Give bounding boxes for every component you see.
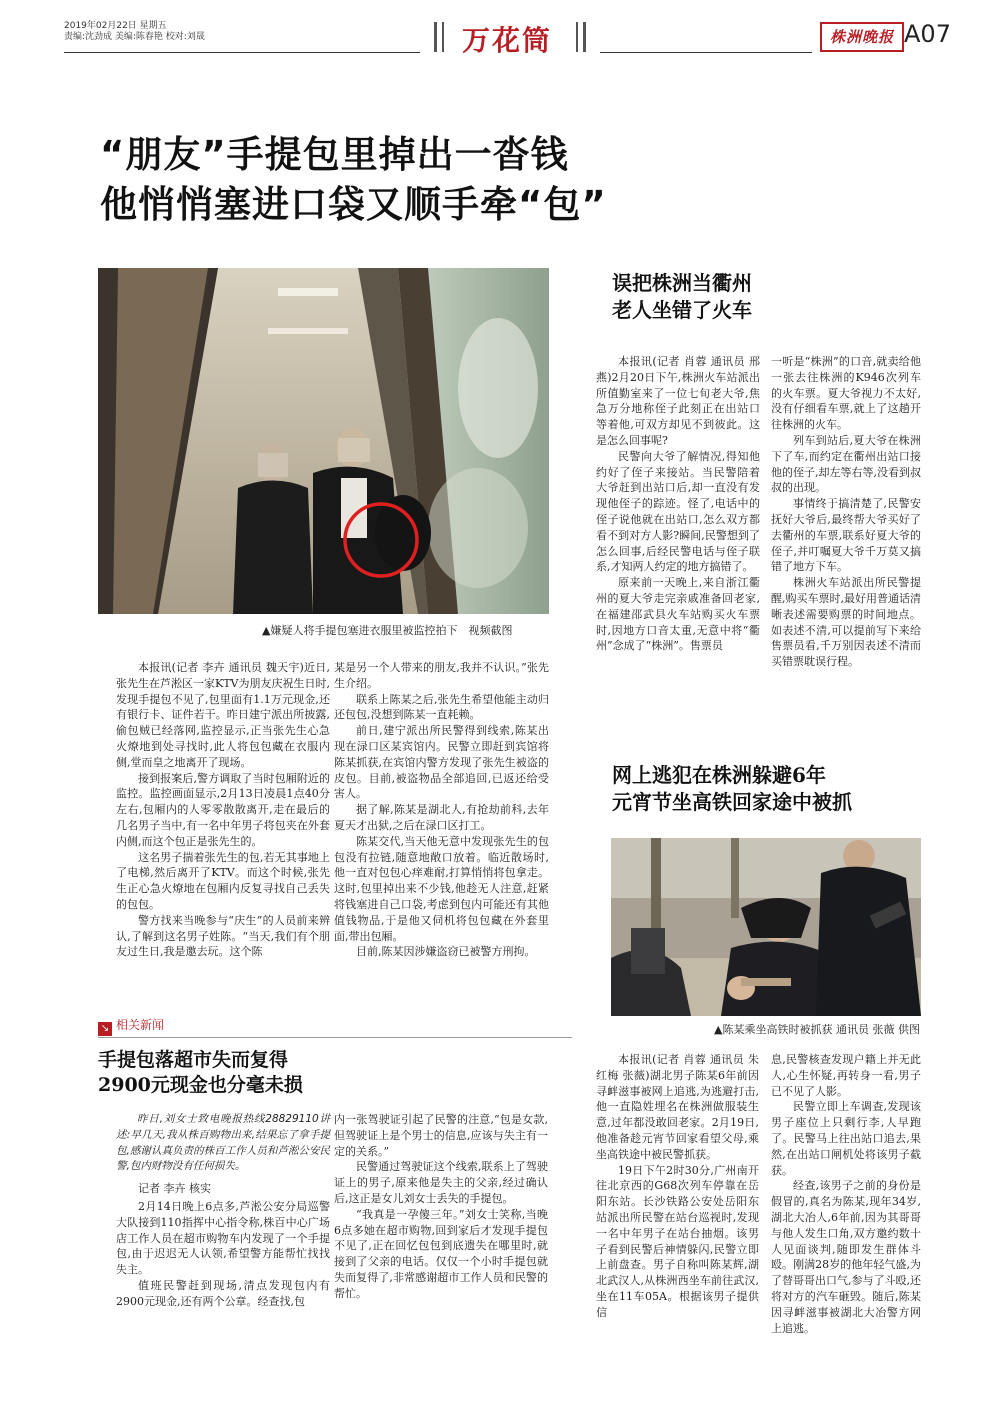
header-bar-4	[583, 22, 586, 52]
paragraph: 民警立即上车调查,发现该男子座位上只剩行李,人早跑了。民警马上往出站口追去,果然,在出站口闸机处将该男子截获。	[771, 1100, 921, 1177]
page-number: A07	[904, 20, 951, 48]
cctv-photo-caption: ▲嫌疑人将手提包塞进衣服里被监控拍下 视频截图	[262, 624, 513, 637]
paragraph: 一听是“株洲”的口音,就卖给他一张去往株洲的K946次列车的火车票。夏大爷视力不太好,没有仔细看车票,就上了这趟开往株洲的火车。	[771, 355, 921, 432]
article2-col2	[771, 354, 921, 670]
paragraph: “我真是一孕傻三年。”刘女士笑称,当晚6点多她在超市购物,回到家后才发现手提包不见了,正在回忆包包到底遗失在哪里时,就接到了父亲的电话。仅仅一个小时手提包就失而复得了,非常感谢超市工作人员和民警的帮忙。	[334, 1207, 548, 1300]
header-bar-1	[434, 22, 437, 52]
related-lead: 昨日,刘女士致电晚报热线28829110讲述:早几天,我从株百购物出来,结果忘了拿手提包,感谢认真负责的株百工作人员和芦淞公安民警,包内财物没有任何损失。	[116, 1113, 330, 1173]
header-meta	[64, 21, 205, 43]
arrest-photo-caption: ▲陈某乘坐高铁时被抓获 通讯员 张薇 供图	[714, 1023, 920, 1036]
page-header	[0, 0, 986, 62]
paragraph: 内一张驾驶证引起了民警的注意,“包是女款,但驾驶证上是个男士的信息,应该与失主有一定的关系。”	[334, 1113, 548, 1158]
paragraph: 这名男子揣着张先生的包,若无其事地上了电梯,然后离开了KTV。而这个时候,张先生正心急火燎地在包厢内反复寻找自己丢失的包包。	[116, 850, 330, 911]
main-headline-line1: “朋友”手提包里掉出一沓钱	[100, 133, 569, 176]
related-news-rule	[98, 1037, 572, 1038]
related-news-label: 相关新闻	[116, 1018, 165, 1032]
paragraph: 息,民警核查发现户籍上并无此人,心生怀疑,再转身一看,男子已不见了人影。	[771, 1053, 921, 1098]
paragraph: 2月14日晚上6点多,芦淞公安分局巡警大队接到110指挥中心指令称,株百中心广场店工作人员在超市购物车内发现了一个手提包,由于迟迟无人认领,希望警方能帮忙找找失主。	[116, 1199, 330, 1277]
paragraph: 民警向大爷了解情况,得知他约好了侄子来接站。当民警陪着大爷赶到出站口后,却一直没有发现他侄子的踪迹。怪了,电话中的侄子说他就在出站口,怎么双方都看不到对方人影?瞬间,民警想到了怎么回事,后经民警电话与侄子联系,才知两人约定的地方搞错了。	[596, 449, 760, 574]
related-headline-line2: 2900元现金也分毫未损	[98, 1074, 303, 1096]
paragraph: 接到报案后,警方调取了当时包厢附近的监控。监控画面显示,2月13日凌晨1点40分左右,包厢内的人零零散散离开,走在最后的几名男子当中,有一名中年男子将包夹在外套内侧,而这个包正是张先生的。	[116, 771, 330, 848]
article3-col2	[771, 1052, 921, 1336]
paragraph: 某是另一个人带来的朋友,我并不认识。”张先生介绍。	[334, 661, 549, 690]
paragraph: 本报讯(记者 肖蓉 通讯员 朱红梅 张薇)湖北男子陈某6年前因寻衅滋事被网上追逃,为逃避打击,他一直隐姓埋名在株洲做服装生意,过年都没敢回老家。2月19日,他准备趁元宵节回家看望父母,乘坐高铁途中被民警抓获。	[596, 1053, 759, 1161]
paragraph: 联系上陈某之后,张先生希望他能主动归还包包,没想到陈某一直耗赖。	[334, 692, 549, 722]
paragraph: 前日,建宁派出所民警得到线索,陈某出现在渌口区某宾馆内。民警立即赶到宾馆将陈某抓获,在宾馆内警方发现了张先生被盗的皮包。目前,被盗物品全部追回,已返还给受害人。	[334, 724, 549, 801]
newspaper-logo: 株洲晚报	[820, 22, 904, 52]
paragraph: 19日下午2时30分,广州南开往北京西的G68次列车停靠在岳阳东站。长沙铁路公安处岳阳东站派出所民警在站台巡视时,发现一名中年男子在站台抽烟。该男子看到民警后神情躲闪,民警立即上前盘查。男子自称叫陈某辉,湖北武汉人,从株洲西坐车前往武汉,坐在11车05A。根据该男子提供信	[596, 1163, 759, 1319]
paragraph: 经查,该男子之前的身份是假冒的,真名为陈某,现年34岁,湖北大冶人,6年前,因为其哥哥与他人发生口角,双方邀约数十人见面谈判,随即发生群体斗殴。刚满28岁的他年轻气盛,为了替哥哥出口气,参与了斗殴,还将对方的汽车砸毁。随后,陈某因寻衅滋事被湖北大冶警方网上追逃。	[771, 1179, 921, 1335]
related-arrow-icon: ↘	[98, 1022, 112, 1036]
article3-col1	[596, 1052, 759, 1321]
paragraph: 陈某交代,当天他无意中发现张先生的包包没有拉链,随意地敞口放着。临近散场时,他一直对包包心痒难耐,打算悄悄将包拿走。这时,包里掉出来不少钱,他趁无人注意,赶紧将钱塞进自己口袋,考虑到包内可能还有其他值钱物品,于是他又伺机将包包藏在外套里面,带出包厢。	[334, 834, 549, 943]
paragraph: 警方找来当晚参与“庆生”的人员前来辨认,了解到这名男子姓陈。“当天,我们有个朋友过生日,我是邀去玩。这个陈	[116, 913, 330, 959]
related-col2	[334, 1112, 548, 1302]
header-editors: 责编:沈劲成 美编:陈春艳 校对:刘晟	[64, 32, 205, 42]
paragraph: 本报讯(记者 肖蓉 通讯员 邢燕)2月20日下午,株洲火车站派出所值勤室来了一位七旬老大爷,焦急万分地称侄子此刻正在出站口等着他,可双方却见不到彼此。这是怎么回事呢?	[596, 355, 760, 447]
paragraph: 事情终于搞清楚了,民警安抚好大爷后,最终帮大爷买好了去衢州的车票,联系好夏大爷的侄子,并叮嘱夏大爷千万莫又搞错了地方下车。	[771, 497, 921, 574]
article2-headline-line1: 误把株洲当衢州	[612, 271, 752, 295]
paragraph: 本报讯(记者 李卉 通讯员 魏天宇)近日,张先生在芦淞区一家KTV为朋友庆祝生日时,发现手提包不见了,包里面有1.1万元现金,还有银行卡、证件若干。昨日建宁派出所披露,偷包贼已经落网,监控显示,正当张先生心急火燎地到处寻找时,此人将包包藏在衣服内侧,堂而皇之地离开了现场。	[116, 661, 330, 769]
paragraph: 列车到站后,夏大爷在株洲下了车,而约定在衢州出站口接他的侄子,却左等右等,没看到叔叔的出现。	[771, 433, 921, 495]
main-article-col1	[116, 660, 330, 960]
paragraph: 值班民警赶到现场,清点发现包内有2900元现金,还有两个公章。经查找,包	[116, 1278, 330, 1308]
article3-headline	[612, 762, 852, 816]
header-date: 2019年02月22日 星期五	[64, 21, 167, 31]
paragraph: 目前,陈某因涉嫌盗窃已被警方刑拘。	[356, 945, 536, 959]
cctv-photo	[98, 268, 549, 614]
paragraph: 民警通过驾驶证这个线索,联系上了驾驶证上的男子,原来他是失主的父亲,经过确认后,这正是女儿刘女士丢失的手提包。	[334, 1160, 548, 1205]
header-rule-right	[600, 52, 812, 53]
main-article-col2	[334, 660, 549, 960]
article2-headline-line2: 老人坐错了火车	[612, 298, 752, 322]
arrest-photo	[611, 838, 921, 1016]
related-headline-line1: 手提包落超市失而复得	[98, 1049, 289, 1071]
related-news-tag	[98, 1016, 164, 1036]
main-headline-line2: 他悄悄塞进口袋又顺手牵“包”	[100, 183, 607, 226]
paragraph: 据了解,陈某是湖北人,有抢劫前科,去年夏天才出狱,之后在渌口区打工。	[334, 803, 549, 832]
article3-headline-line1: 网上逃犯在株洲躲避6年	[612, 763, 826, 787]
paragraph: 原来前一天晚上,来自浙江衢州的夏大爷走完亲戚准备回老家,在福建邵武县火车站购买火车票时,因地方口音太重,无意中将“衢州”念成了“株洲”。售票员	[596, 576, 760, 653]
related-byline: 记者 李卉 核实	[138, 1182, 211, 1196]
header-bar-3	[576, 22, 578, 52]
article2-headline	[612, 270, 752, 324]
article2-col1	[596, 354, 760, 654]
header-bar-2	[442, 22, 444, 52]
related-col1	[116, 1112, 330, 1310]
related-headline	[98, 1048, 303, 1098]
header-rule-left	[64, 52, 420, 53]
section-title: 万花筒	[462, 24, 553, 57]
main-headline	[100, 130, 607, 230]
article3-headline-line2: 元宵节坐高铁回家途中被抓	[612, 790, 852, 814]
paragraph: 株洲火车站派出所民警提醒,购买车票时,最好用普通话清晰表述需要购票的时间地点。如表述不清,可以提前写下来给售票员看,千万别因表述不清而买错票耽误行程。	[771, 576, 921, 669]
